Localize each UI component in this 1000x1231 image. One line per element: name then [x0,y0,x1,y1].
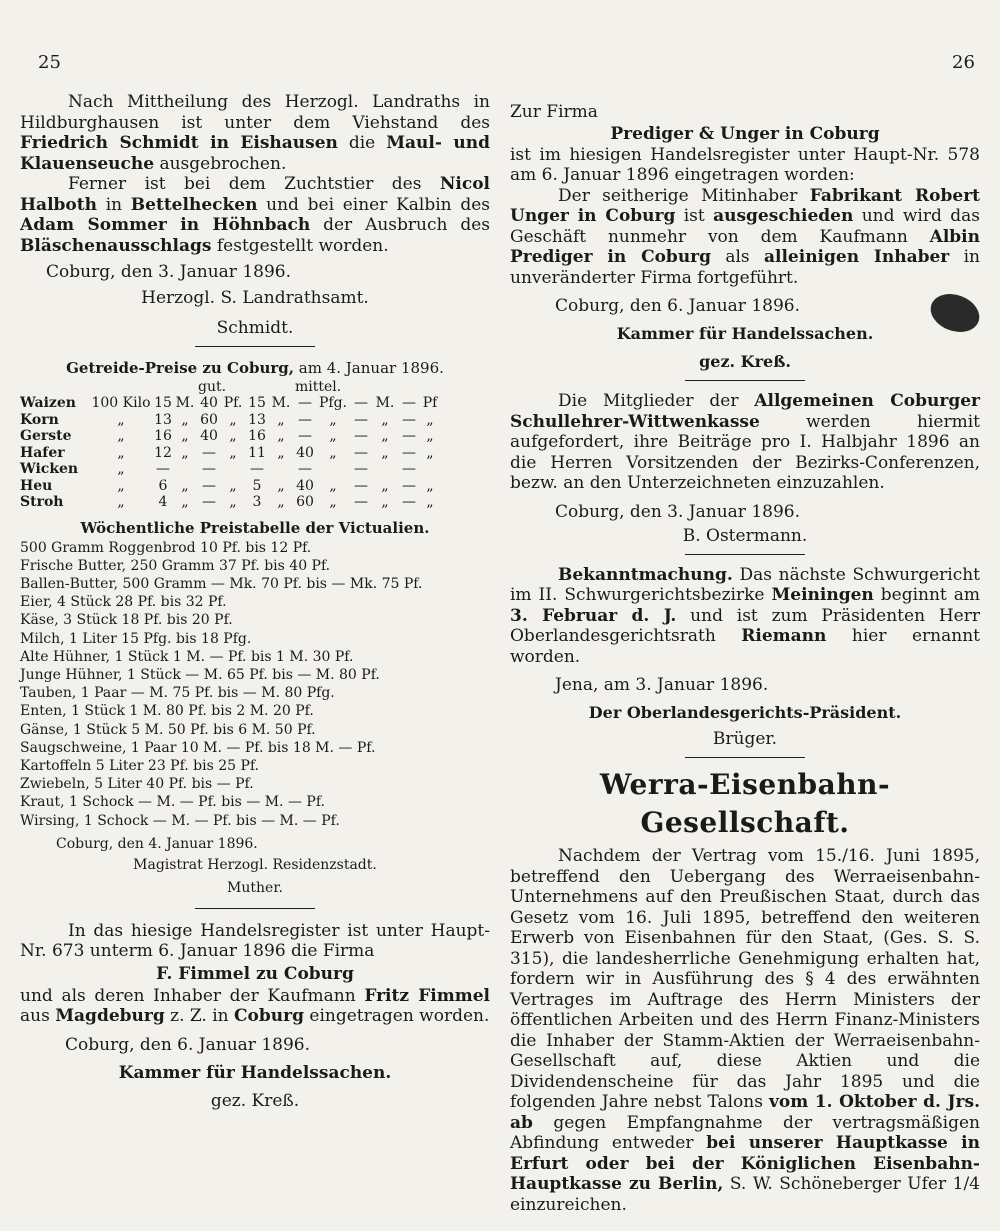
railway-bold2: bei unserer Hauptkasse in Erfurt oder bei der Königlichen Eisenbahn-Hauptkasse zu Berlin, [510,1133,980,1194]
firm-bold2: ausgeschieden [713,206,854,226]
firm-intro: Zur Firma [510,102,598,122]
grain-price-table [20,395,438,511]
left-column [20,92,490,1113]
court-text3: und ist zum Präsidenten Herr Oberlandesgerichtsrath [510,605,980,646]
register-office: Kammer für Handelssachen. [118,1062,392,1083]
victual-item: Käse, 3 Stück 18 Pf. bis 20 Pf. [20,612,233,629]
grain-cell-u2: „ [229,411,237,428]
firm-text6: in unveränderter Firma fortgeführt. [510,247,980,288]
register-firm: F. Fimmel zu Coburg [156,963,354,984]
railway-heading: Werra-Eisenbahn-Gesellschaft. [599,768,891,839]
grain-cell-u1: „ [181,494,189,510]
grain-cell-u1: „ [181,428,189,444]
teachers-para [510,391,980,494]
grain-cell-c1: 13 [154,411,172,428]
register-bold3: Coburg [234,1006,304,1027]
grain-cell-u6 [422,461,438,478]
grain-cell-u6: „ [426,444,434,461]
grain-cell-c3: 13 [248,411,266,428]
firm-change-notice [510,102,980,374]
victual-item: Milch, 1 Liter 15 Pfg. bis 18 Pfg. [20,630,252,647]
grain-cell-c2: 40 [200,428,218,444]
grain-cell-qty: 100 Kilo [91,395,151,411]
railway-para [510,846,980,1215]
grain-cell-u1: „ [181,411,189,428]
grain-cell-name: Wicken [20,461,79,477]
grain-cell-c6: — [402,461,416,477]
grain-row [20,428,438,445]
victual-item: Frische Butter, 250 Gramm 37 Pf. bis 40 Pf. [20,557,331,574]
separator [195,908,315,909]
grain-cell-u4 [318,461,348,478]
separator [685,757,805,758]
page-number-left: 25 [38,52,61,73]
victual-item: Alte Hühner, 1 Stück 1 M. — Pf. bis 1 M. 30 Pf. [20,648,354,665]
grain-cell-qty: „ [117,411,125,428]
grain-cell-u1: „ [181,477,189,494]
register-text4: z. Z. in [164,1006,235,1027]
notice1-text8: festgestellt worden. [211,235,389,256]
firm-bold3: Albin Prediger in Coburg [510,226,980,267]
grain-cell-u3: „ [277,444,285,461]
notice1-text2: die [337,133,387,153]
grain-cell-c2: 40 [200,395,218,411]
victuals-date: Coburg, den 4. Januar 1896. [56,835,258,852]
livestock-disease-notice [20,92,490,340]
court-notice [510,565,980,752]
grain-cell-u6: „ [426,411,434,428]
grain-row [20,461,438,478]
notice1-para1 [20,92,490,174]
grain-cell-c3: 5 [252,477,262,494]
grain-cell-u5 [374,461,396,478]
register-signature: gez. Kreß. [210,1090,300,1111]
grain-cell-u2: „ [229,428,237,444]
grain-cell-c5: — [354,477,368,494]
victual-item: Zwiebeln, 5 Liter 40 Pf. bis — Pf. [20,776,254,793]
teachers-text1: Die Mitglieder der [558,391,755,411]
court-bold2: Meiningen [771,585,874,605]
grain-cell-u4: „ [329,428,337,444]
court-date: Jena, am 3. Januar 1896. [555,675,769,695]
grain-cell-c1: 4 [158,494,168,510]
grain-cell-c6: — [402,477,416,494]
teachers-fund-notice [510,391,980,548]
teachers-signature: B. Ostermann. [682,525,808,546]
teachers-text2: werden hiermit aufgefordert, ihre Beiträge pro I. Halbjahr 1896 an die Herren Vorsitzenden der Bezirks-Conferenzen, bezw. an den Unterzeichneten einzuzahlen. [510,411,980,493]
grain-cell-u5: „ [381,428,389,444]
victual-item: Ballen-Butter, 500 Gramm — Mk. 70 Pf. bis — Mk. 75 Pf. [20,575,423,592]
grain-cell-c3: 11 [248,444,266,461]
grain-cell-c5: — [354,428,368,444]
grain-cell-c2: — [202,494,216,510]
firm-office: Kammer für Handelssachen. [616,324,874,343]
separator [685,380,805,381]
victual-item: Tauben, 1 Paar — M. 75 Pf. bis — M. 80 Pfg. [20,685,335,702]
grain-cell-u3: „ [277,428,285,444]
notice1-bold1: Friedrich Schmidt in Eishausen [20,133,338,153]
court-bold1: Bekanntmachung. [558,564,733,585]
court-bold4: Riemann [741,626,827,646]
grain-cell-u5: „ [381,444,389,461]
court-bold3: 3. Februar d. J. [510,605,677,626]
register-text5: eingetragen worden. [303,1006,490,1027]
victual-item: Eier, 4 Stück 28 Pf. bis 32 Pf. [20,594,227,611]
notice1-text7: der Ausbruch des [310,215,491,235]
grain-cell-c4: — [298,395,312,411]
court-text2: beginnt am [873,585,980,605]
grain-cell-c3: 16 [248,428,266,444]
grain-cell-name: Gerste [20,428,72,444]
grain-cell-c2: — [202,444,216,461]
grain-col-gut: gut. [198,379,227,395]
grain-cell-qty: „ [117,444,125,461]
grain-cell-c4: — [298,461,312,477]
notice1-office: Herzogl. S. Landrathsamt. [141,288,369,308]
grain-cell-c4: — [298,411,312,428]
grain-cell-c6: — [402,411,416,428]
right-column [510,92,980,1215]
separator [195,346,315,347]
grain-cell-c6: — [402,395,416,411]
victual-item: 500 Gramm Roggenbrod 10 Pf. bis 12 Pf. [20,539,312,556]
grain-cell-qty: „ [117,428,125,444]
grain-cell-u3: „ [277,411,285,428]
victual-item: Gänse, 1 Stück 5 M. 50 Pf. bis 6 M. 50 Pf. [20,721,316,738]
notice1-text4: Ferner ist bei dem Zuchtstier des [68,174,440,194]
grain-cell-c5: — [354,461,368,477]
register-text3: aus [20,1006,56,1027]
grain-cell-name: Heu [20,477,53,494]
victual-item: Kraut, 1 Schock — M. — Pf. bis — M. — Pf. [20,794,325,811]
court-text1: Das nächste Schwurgericht im II. Schwurgerichtsbezirke [510,564,980,605]
victuals-office: Magistrat Herzogl. Residenzstadt. [133,856,377,873]
grain-cell-c1: 16 [154,428,172,444]
grain-cell-c1: — [156,461,170,477]
grain-cell-c3: — [250,461,264,477]
grain-cell-u1: M. [175,395,195,411]
firm-signature: gez. Kreß. [699,352,791,371]
grain-cell-c5: — [354,411,368,428]
railway-text1: Nachdem der Vertrag vom 15./16. Juni 1895, betreffend den Uebergang des Werraeisenbahn-Unternehmens auf den Preußischen Staat, durch das Gesetz vom 16. Juli 1895, betreffend den weiteren Erwerb von Eisenbahnen für den Staat, (Ges. S. S. 315), die landesherrliche Genehmigung erhalten hat, fordern wir in Ausführung des § 4 des erwähnten Vertrages im Auftrage des Herrn Ministers der öffentlichen Arbeiten und des Herrn Finanz-Ministers die Inhaber der Stamm-Aktien der Werraeisenbahn-Gesellschaft auf, diese Aktien und die Dividendenscheine für das Jahr 1895 und die folgenden Jahre nebst Talons [510,846,980,1112]
grain-cell-u4: „ [329,477,337,494]
grain-cell-u2: „ [229,444,237,461]
grain-cell-u2 [222,461,244,478]
grain-cell-c1: 12 [154,444,172,461]
notice1-para2 [20,174,490,256]
grain-cell-c4: — [298,428,312,444]
grain-cell-u2: „ [229,494,237,510]
grain-col-mittel: mittel. [294,379,342,395]
grain-cell-c6: — [402,494,416,510]
notice1-date: Coburg, den 3. Januar 1896. [46,262,291,282]
victuals-signature: Muther. [227,879,283,896]
grain-cell-u6: „ [426,477,434,494]
grain-cell-c5: — [354,395,368,411]
register-date: Coburg, den 6. Januar 1896. [65,1034,310,1055]
grain-cell-u6: Pf [422,395,438,411]
firm-text2: Der seitherige Mitinhaber [558,185,810,206]
firm-text1: ist im hiesigen Handelsregister unter Haupt-Nr. 578 am 6. Januar 1896 eingetragen worden: [510,144,980,185]
railway-notice [510,766,980,1215]
court-office: Der Oberlandesgerichts-Präsident. [588,703,902,722]
grain-cell-u6: „ [426,494,434,510]
grain-cell-qty: „ [117,461,125,477]
grain-cell-u5: M. [375,395,395,411]
separator [685,554,805,555]
grain-cell-c3: 15 [248,395,266,411]
teachers-bold1: Allgemeinen Coburger Schullehrer-Wittwenkasse [510,391,980,432]
grain-column-headers [20,379,490,395]
notice1-bold2: Maul- und Klauenseuche [20,133,491,174]
firm-bold4: alleinigen Inhaber [763,247,950,267]
grain-cell-u4: „ [329,411,337,428]
railway-text2: gegen Empfangnahme der vertragsmäßigen Abfindung entweder [510,1112,980,1153]
firm-name: Prediger & Unger in Coburg [610,123,880,144]
grain-cell-c6: — [402,428,416,444]
grain-cell-c1: 6 [158,477,168,494]
grain-cell-name: Hafer [20,444,65,461]
grain-title [20,357,490,379]
page-number-right: 26 [952,52,975,73]
notice1-text6: und bei einer Kalbin des [257,194,490,215]
teachers-date: Coburg, den 3. Januar 1896. [555,501,800,522]
firm-text3: ist [675,206,714,226]
register-text1: In das hiesige Handelsregister ist unter Haupt-Nr. 673 unterm 6. Januar 1896 die Firma [20,920,490,962]
grain-cell-u5: „ [381,494,389,510]
grain-cell-qty: „ [117,494,125,510]
grain-cell-u3 [270,461,292,478]
victual-item: Kartoffeln 5 Liter 23 Pf. bis 25 Pf. [20,757,260,774]
notice1-signature: Schmidt. [216,318,294,338]
victuals-list [20,539,490,830]
grain-cell-c2: 60 [200,411,218,428]
grain-cell-c4: 60 [296,494,314,510]
grain-row [20,412,438,429]
grain-title-rest: am 4. Januar 1896. [294,359,444,377]
register-text2: und als deren Inhaber der Kaufmann [20,985,365,1006]
court-signature: Brüger. [712,729,778,749]
grain-prices [20,357,490,511]
victual-item: Wirsing, 1 Schock — M. — Pf. bis — M. — Pf. [20,812,340,829]
trade-register-notice [20,921,490,1113]
grain-cell-u4: Pfg. [318,395,347,411]
grain-cell-c2: — [202,461,216,477]
victual-item: Junge Hühner, 1 Stück — M. 65 Pf. bis — M. 80 Pf. [20,666,380,683]
victual-item: Enten, 1 Stück 1 M. 80 Pf. bis 2 M. 20 Pf. [20,703,314,720]
grain-cell-c4: 40 [296,477,314,494]
firm-date: Coburg, den 6. Januar 1896. [555,296,800,316]
railway-text3: S. W. Schöneberger Ufer 1/4 einzureichen. [510,1174,980,1215]
court-para [510,565,980,668]
victuals-title: Wöchentliche Preistabelle der Victualien. [80,518,430,537]
grain-cell-u3: M. [271,395,291,411]
victuals-prices [20,517,490,900]
notice1-text1: Nach Mittheilung des Herzogl. Landraths in Hildburghausen ist unter dem Viehstand des [20,92,490,133]
grain-cell-u5: „ [381,477,389,494]
grain-cell-u2: „ [229,477,237,494]
grain-cell-u3: „ [277,494,285,510]
grain-cell-name: Stroh [20,494,64,510]
grain-cell-u4: „ [329,494,337,510]
grain-cell-name: Korn [20,411,59,428]
grain-cell-c1: 15 [154,395,172,411]
grain-cell-u1: „ [181,444,189,461]
notice1-text3: ausgebrochen. [154,153,287,174]
register-bold1: Fritz Fimmel [364,985,490,1006]
notice1-bold6: Bläschenausschlags [20,235,212,256]
notice1-bold4: Bettelhecken [130,194,258,215]
firm-text4: und wird das Geschäft nunmehr von dem Kaufmann [510,206,980,247]
grain-cell-u3: „ [277,477,285,494]
victual-item: Saugschweine, 1 Paar 10 M. — Pf. bis 18 M. — Pf. [20,739,376,756]
grain-cell-c5: — [354,444,368,461]
grain-cell-u1 [174,461,196,478]
railway-bold1: vom 1. Oktober d. Jrs. ab [510,1092,980,1133]
grain-cell-name: Waizen [20,395,76,411]
register-bold2: Magdeburg [55,1006,165,1027]
notice1-text5: in [96,194,131,215]
grain-title-bold: Getreide-Preise zu Coburg, [66,359,295,377]
grain-row [20,395,438,412]
grain-cell-c4: 40 [296,444,314,461]
register-para2 [20,986,490,1027]
grain-row [20,494,438,511]
notice1-bold3: Nicol Halboth [20,174,490,215]
grain-cell-qty: „ [117,477,125,494]
grain-cell-c3: 3 [252,494,262,510]
notice1-bold5: Adam Sommer in Höhnbach [20,215,311,235]
grain-cell-u4: „ [329,444,337,461]
grain-cell-u5: „ [381,411,389,428]
grain-cell-c2: — [202,477,216,494]
grain-cell-c6: — [402,444,416,461]
court-text4: hier ernannt worden. [510,626,980,667]
firm-bold1: Fabrikant Robert Unger in Coburg [510,185,981,226]
grain-cell-u2: Pf. [223,395,243,411]
firm-para2 [510,186,980,289]
firm-text5: als [711,247,764,267]
grain-cell-u6: „ [426,428,434,444]
grain-cell-c5: — [354,494,368,510]
grain-row [20,478,438,495]
grain-row [20,445,438,462]
